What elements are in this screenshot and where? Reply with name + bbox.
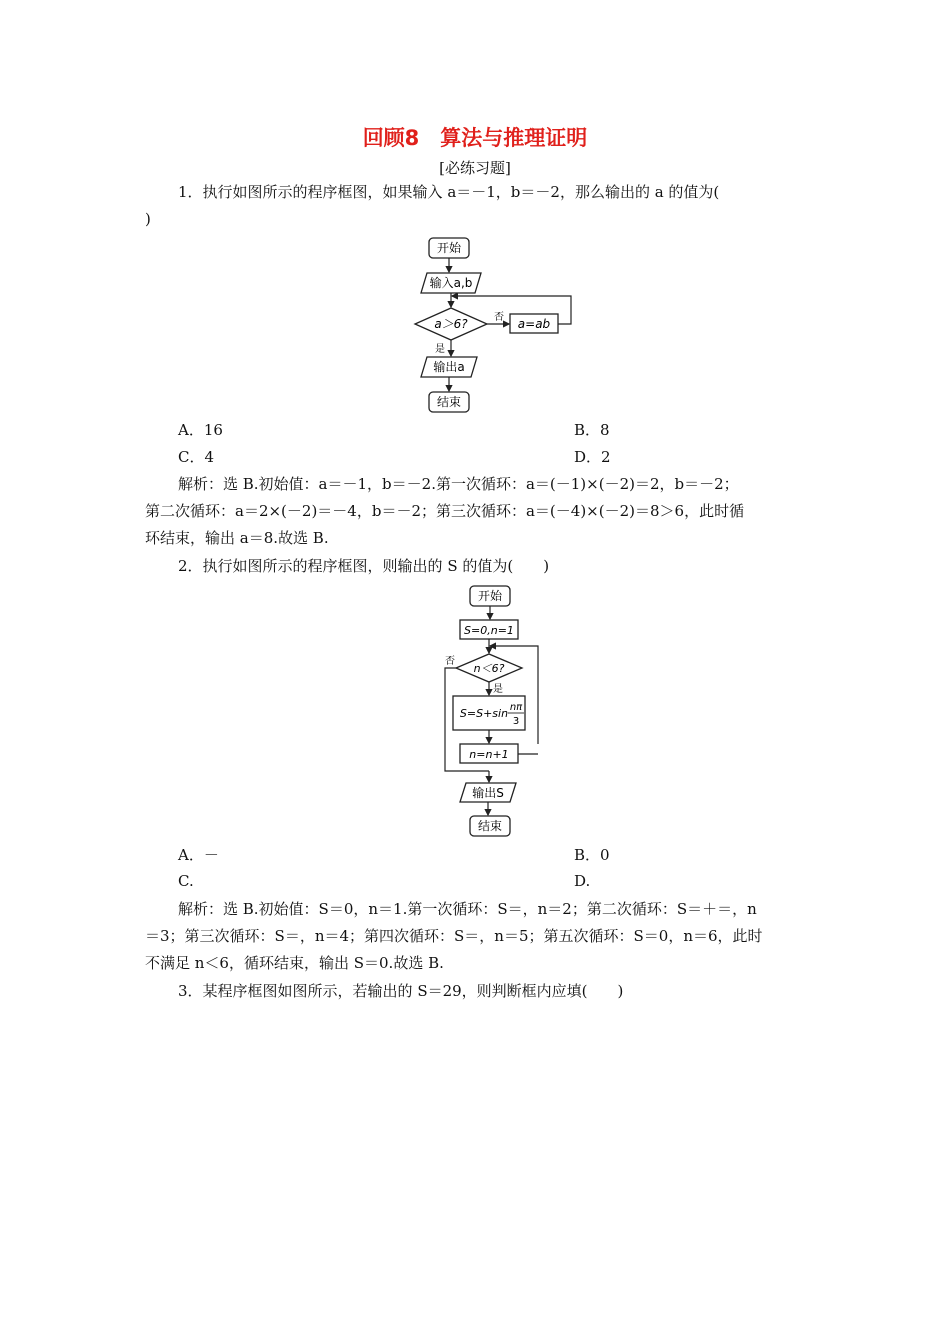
q1-input-label: 输入a,b (429, 276, 473, 290)
q2-frac-den: 3 (512, 716, 520, 727)
q1-start-label: 开始 (436, 241, 462, 255)
q1-no-label: 否 (494, 312, 504, 323)
q2-init-label: S=0,n=1 (464, 624, 514, 637)
q3-stem: 3．某程序框图如图所示，若输出的 S＝29，则判断框内应填( ) (178, 982, 624, 1000)
q2-start-label: 开始 (477, 589, 503, 603)
q2-option-c: C. (178, 872, 194, 890)
q1-option-c: C．4 (178, 448, 215, 466)
q2-frac-num: nπ (509, 702, 523, 713)
q2-analysis-line2: ＝3；第三次循环：S＝，n＝4；第四次循环：S＝，n＝5；第五次循环：S＝0，n＝6，此时 (145, 927, 763, 945)
q2-option-b: B．0 (574, 846, 610, 864)
q2-increment-label: n=n+1 (469, 748, 509, 761)
q1-output-label: 输出a (433, 360, 465, 374)
q1-analysis-line2: 第二次循环：a＝2×(－2)＝－4，b＝－2；第三次循环：a＝(－4)×(－2)＝8＞6，此时循 (145, 502, 745, 520)
q1-assign-label: a=ab (517, 317, 551, 331)
section-subtitle: [必练习题] (439, 159, 511, 177)
q1-stem-line2: ) (145, 210, 151, 228)
q1-option-d: D．2 (574, 448, 611, 466)
q1-condition-label: a＞6? (434, 317, 468, 331)
q2-output-label: 输出S (472, 786, 504, 800)
q2-stem: 2．执行如图所示的程序框图，则输出的 S 的值为( ) (178, 557, 550, 575)
page-title: 回顾8 算法与推理证明 (362, 126, 588, 150)
q2-analysis-line3: 不满足 n＜6，循环结束，输出 S＝0.故选 B. (145, 954, 444, 972)
q1-flowchart (405, 236, 585, 414)
q2-flowchart (440, 584, 550, 839)
q2-yes-label: 是 (493, 684, 503, 695)
q1-yes-label: 是 (435, 344, 445, 355)
q2-end-label: 结束 (477, 819, 503, 833)
q2-analysis-line1: 解析：选 B.初始值：S＝0，n＝1.第一次循环：S＝，n＝2；第二次循环：S＝＋＝，n (178, 900, 757, 918)
q2-condition-label: n＜6? (473, 662, 505, 675)
q2-no-label: 否 (445, 656, 455, 667)
q2-option-d: D. (574, 872, 591, 890)
q1-end-label: 结束 (436, 395, 462, 409)
q2-option-a: A．－ (178, 846, 219, 864)
q1-stem-line1: 1．执行如图所示的程序框图，如果输入 a＝－1，b＝－2，那么输出的 a 的值为( (178, 183, 720, 201)
q1-option-a: A．16 (178, 421, 223, 439)
q2-assign-label: S=S+sin (459, 707, 509, 720)
q1-option-b: B．8 (574, 421, 610, 439)
q1-analysis-line3: 环结束，输出 a＝8.故选 B. (145, 529, 329, 547)
q1-analysis-line1: 解析：选 B.初始值：a＝－1，b＝－2.第一次循环：a＝(－1)×(－2)＝2，b＝－2； (178, 475, 739, 493)
